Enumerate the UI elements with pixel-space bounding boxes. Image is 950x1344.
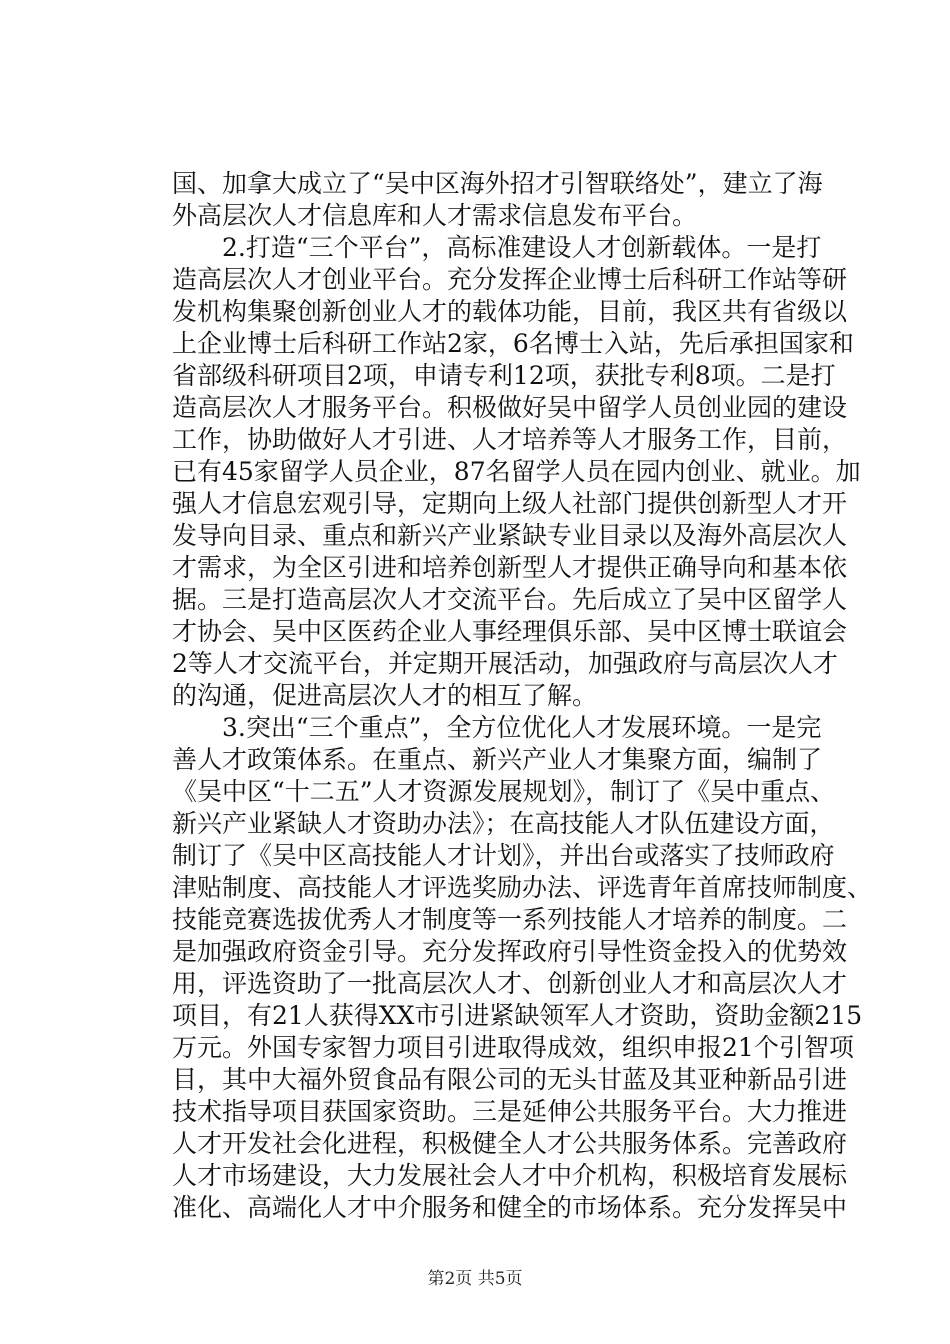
text-line: 上企业博士后科研工作站2家，6名博士入站，先后承担国家和 (172, 329, 854, 358)
text-line: 2.打造“三个平台”，高标准建设人才创新载体。一是打 (172, 233, 822, 262)
text-line: 发机构集聚创新创业人才的载体功能，目前，我区共有省级以 (172, 297, 848, 326)
text-line: 据。三是打造高层次人才交流平台。先后成立了吴中区留学人 (172, 585, 848, 614)
page-footer: 第2页 共5页 (427, 1269, 523, 1289)
text-line: 造高层次人才服务平台。积极做好吴中留学人员创业园的建设 (172, 393, 848, 422)
text-line: 发导向目录、重点和新兴产业紧缺专业目录以及海外高层次人 (172, 521, 848, 550)
text-line: 新兴产业紧缺人才资助办法》；在高技能人才队伍建设方面， (172, 809, 835, 838)
text-line: 目，其中大福外贸食品有限公司的无头甘蓝及其亚种新品引进 (172, 1065, 848, 1094)
text-line: 技术指导项目获国家资助。三是延伸公共服务平台。大力推进 (172, 1097, 848, 1126)
text-line: 项目，有21人获得XX市引进紧缺领军人才资助，资助金额215 (172, 1001, 863, 1030)
text-line: 3.突出“三个重点”，全方位优化人才发展环境。一是完 (172, 713, 822, 742)
text-line: 外高层次人才信息库和人才需求信息发布平台。 (172, 201, 698, 230)
text-line: 才需求，为全区引进和培养创新型人才提供正确导向和基本依 (172, 553, 848, 582)
text-line: 2等人才交流平台，并定期开展活动，加强政府与高层次人才 (172, 649, 838, 678)
text-line: 的沟通，促进高层次人才的相互了解。 (172, 681, 598, 710)
text-line: 善人才政策体系。在重点、新兴产业人才集聚方面，编制了 (172, 745, 823, 774)
text-line: 用，评选资助了一批高层次人才、创新创业人才和高层次人才 (172, 969, 848, 998)
text-line: 《吴中区“十二五”人才资源发展规划》，制订了《吴中重点、 (172, 777, 836, 806)
text-line: 津贴制度、高技能人才评选奖励办法、评选青年首席技师制度、 (172, 873, 873, 902)
text-line: 造高层次人才创业平台。充分发挥企业博士后科研工作站等研 (172, 265, 848, 294)
text-line: 制订了《吴中区高技能人才计划》，并出台或落实了技师政府 (172, 841, 835, 870)
text-line: 万元。外国专家智力项目引进取得成效，组织申报21个引智项 (172, 1033, 854, 1062)
text-line: 人才市场建设，大力发展社会人才中介机构，积极培育发展标 (172, 1161, 848, 1190)
text-line: 国、加拿大成立了“吴中区海外招才引智联络处”，建立了海 (172, 169, 823, 198)
text-line: 是加强政府资金引导。充分发挥政府引导性资金投入的优势效 (172, 937, 848, 966)
text-line: 技能竞赛选拔优秀人才制度等一系列技能人才培养的制度。二 (172, 905, 848, 934)
text-line: 强人才信息宏观引导，定期向上级人社部门提供创新型人才开 (172, 489, 848, 518)
text-line: 才协会、吴中区医药企业人事经理俱乐部、吴中区博士联谊会 (172, 617, 848, 646)
text-line: 工作，协助做好人才引进、人才培养等人才服务工作，目前， (172, 425, 848, 454)
text-line: 省部级科研项目2项，申请专利12项，获批专利8项。二是打 (172, 361, 836, 390)
text-line: 准化、高端化人才中介服务和健全的市场体系。充分发挥吴中 (172, 1193, 848, 1222)
text-line: 已有45家留学人员企业，87名留学人员在园内创业、就业。加 (172, 457, 861, 486)
text-line: 人才开发社会化进程，积极健全人才公共服务体系。完善政府 (172, 1129, 848, 1158)
document-body (172, 168, 873, 1224)
